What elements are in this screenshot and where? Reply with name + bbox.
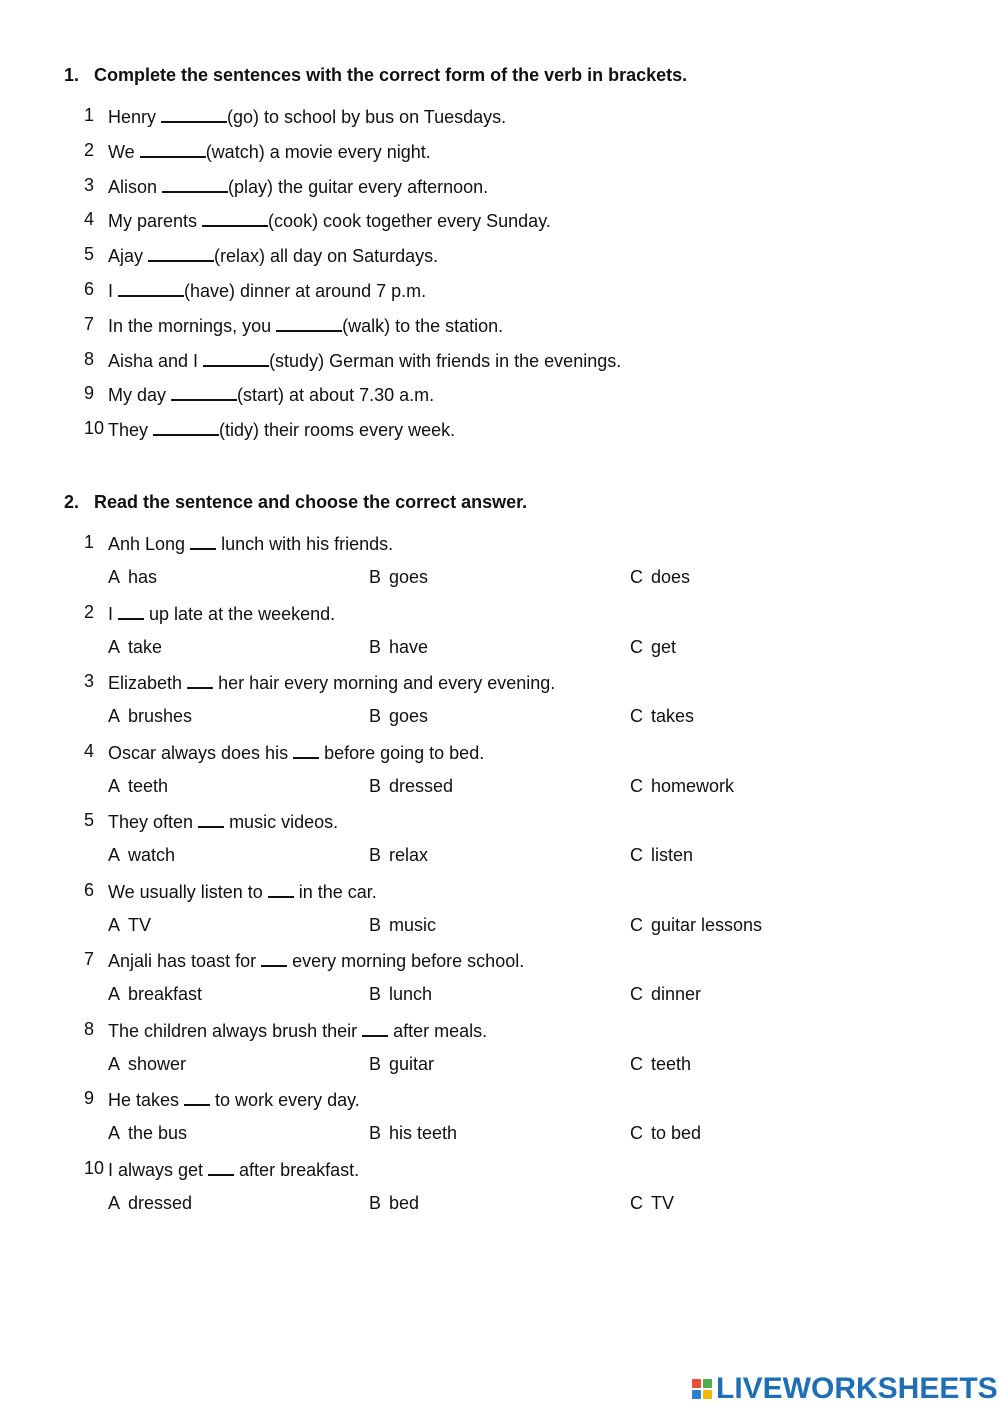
- option-letter: C: [630, 636, 643, 657]
- section-1-number: 1.: [64, 65, 80, 85]
- question-number: 8: [84, 1018, 95, 1039]
- option-text: relax: [389, 845, 429, 865]
- answer-option[interactable]: [630, 637, 676, 658]
- section-1-heading: Complete the sentences with the correct form of the verb in brackets.: [94, 65, 688, 85]
- answer-blank[interactable]: [153, 418, 219, 436]
- liveworksheets-logo-icon: [692, 1379, 712, 1399]
- answer-option[interactable]: [108, 984, 202, 1005]
- option-letter: C: [630, 984, 643, 1004]
- question-number: 3: [84, 671, 95, 691]
- answer-blank: [198, 810, 224, 828]
- option-letter: B: [369, 567, 382, 587]
- item-sentence: [108, 175, 488, 198]
- question-sentence: [108, 602, 335, 625]
- option-letter: C: [630, 567, 643, 587]
- answer-option[interactable]: [108, 1054, 186, 1075]
- answer-blank[interactable]: [276, 314, 342, 332]
- option-letter: C: [630, 706, 643, 726]
- liveworksheets-logo-text: LIVEWORKSHEETS: [716, 1372, 998, 1405]
- answer-blank: [187, 671, 213, 689]
- answer-blank: [184, 1088, 210, 1106]
- sentence-start: The children always brush their: [108, 1020, 363, 1041]
- option-letter: A: [108, 1053, 121, 1074]
- question-number: 6: [84, 879, 95, 900]
- question-number: 4: [84, 740, 95, 761]
- option-text: have: [389, 636, 429, 657]
- answer-option[interactable]: [108, 706, 192, 727]
- answer-blank: [208, 1158, 234, 1176]
- answer-blank: [362, 1019, 388, 1037]
- section-2-number: 2.: [64, 492, 80, 512]
- option-letter: C: [630, 1053, 643, 1074]
- sentence-end: (go) to school by bus on Tuesdays.: [227, 107, 507, 127]
- item-number: 8: [84, 348, 95, 369]
- item-sentence: [108, 105, 506, 128]
- option-letter: B: [369, 1053, 382, 1074]
- sentence-end: (start) at about 7.30 a.m.: [237, 385, 435, 406]
- answer-option[interactable]: [108, 776, 168, 797]
- sentence-end: after meals.: [388, 1020, 488, 1041]
- option-text: get: [651, 636, 677, 657]
- option-text: listen: [651, 845, 694, 865]
- answer-blank[interactable]: [162, 175, 228, 193]
- answer-blank[interactable]: [148, 244, 214, 262]
- question-number: 10: [84, 1157, 105, 1178]
- option-letter: B: [369, 914, 382, 935]
- option-letter: A: [108, 636, 121, 657]
- item-sentence: [108, 383, 434, 406]
- answer-option[interactable]: [630, 1123, 701, 1144]
- sentence-start: Alison: [108, 176, 163, 197]
- sentence-start: Aisha and I: [108, 350, 204, 371]
- item-number: 10: [84, 418, 105, 439]
- question-number: 1: [84, 532, 95, 552]
- answer-option[interactable]: [108, 845, 175, 866]
- question-sentence: [108, 741, 484, 764]
- option-letter: A: [108, 1192, 121, 1213]
- option-text: breakfast: [128, 984, 203, 1004]
- answer-option[interactable]: [630, 567, 690, 588]
- answer-option[interactable]: [108, 915, 151, 936]
- item-number: 2: [84, 139, 95, 160]
- option-text: his teeth: [389, 1123, 458, 1143]
- section-2-title: [64, 492, 527, 513]
- question-sentence: [108, 949, 524, 972]
- answer-option[interactable]: [369, 1193, 419, 1214]
- question-number: 2: [84, 601, 95, 622]
- option-text: TV: [128, 914, 152, 935]
- answer-blank: [261, 949, 287, 967]
- answer-option[interactable]: [369, 706, 428, 727]
- sentence-end: after breakfast.: [234, 1159, 360, 1180]
- sentence-start: My day: [108, 385, 172, 406]
- sentence-end: (relax) all day on Saturdays.: [214, 246, 439, 267]
- item-sentence: [108, 279, 426, 302]
- section-2-heading: Read the sentence and choose the correct answer.: [94, 492, 528, 512]
- logo-tile: [703, 1379, 712, 1388]
- option-text: music: [389, 914, 437, 935]
- answer-options: [0, 776, 999, 800]
- option-text: guitar: [389, 1053, 435, 1074]
- sentence-start: Oscar always does his: [108, 742, 294, 763]
- option-text: shower: [128, 1053, 187, 1074]
- option-letter: A: [108, 567, 121, 587]
- option-text: brushes: [128, 706, 193, 726]
- answer-option[interactable]: [108, 1193, 192, 1214]
- question-sentence: [108, 810, 338, 833]
- sentence-start: He takes: [108, 1090, 185, 1110]
- option-text: guitar lessons: [651, 914, 763, 935]
- question-sentence: [108, 532, 393, 555]
- answer-option[interactable]: [369, 984, 432, 1005]
- answer-options: [0, 567, 999, 591]
- answer-blank[interactable]: [140, 140, 206, 158]
- answer-option[interactable]: [369, 776, 453, 797]
- item-number: 7: [84, 313, 95, 334]
- answer-option[interactable]: [630, 706, 694, 727]
- item-sentence: [108, 349, 621, 372]
- option-letter: C: [630, 775, 643, 796]
- sentence-start: They: [108, 420, 154, 441]
- answer-option[interactable]: [369, 637, 428, 658]
- answer-option[interactable]: [630, 1054, 691, 1075]
- question-sentence: [108, 1158, 359, 1181]
- question-number: 9: [84, 1088, 95, 1108]
- answer-option[interactable]: [630, 915, 762, 936]
- sentence-end: to work every day.: [210, 1090, 360, 1110]
- option-letter: A: [108, 1123, 121, 1143]
- answer-blank[interactable]: [203, 349, 269, 367]
- option-text: to bed: [651, 1123, 702, 1143]
- option-text: dinner: [651, 984, 702, 1004]
- sentence-end: in the car.: [293, 881, 377, 902]
- item-number: 5: [84, 244, 95, 265]
- answer-options: [0, 637, 999, 661]
- answer-option[interactable]: [369, 915, 436, 936]
- item-number: 1: [84, 105, 95, 125]
- item-number: 3: [84, 174, 95, 195]
- option-text: does: [651, 567, 691, 587]
- answer-blank: [118, 602, 144, 620]
- option-letter: C: [630, 914, 643, 935]
- logo-tile: [692, 1379, 701, 1388]
- question-sentence: [108, 880, 377, 903]
- answer-options: [0, 706, 999, 730]
- answer-options: [0, 845, 999, 869]
- option-text: has: [128, 567, 158, 587]
- answer-options: [0, 1123, 999, 1147]
- answer-option[interactable]: [369, 567, 428, 588]
- sentence-end: (tidy) their rooms every week.: [219, 420, 456, 441]
- option-text: teeth: [651, 1053, 692, 1074]
- sentence-end: lunch with his friends.: [216, 534, 394, 554]
- option-letter: A: [108, 706, 121, 726]
- answer-option[interactable]: [369, 1054, 434, 1075]
- answer-blank[interactable]: [118, 279, 184, 297]
- item-number: 4: [84, 209, 95, 230]
- sentence-end: before going to bed.: [319, 742, 485, 763]
- question-sentence: [108, 1088, 360, 1111]
- option-text: dressed: [389, 775, 454, 796]
- sentence-end: every morning before school.: [287, 951, 525, 971]
- option-letter: B: [369, 706, 382, 726]
- option-letter: A: [108, 914, 121, 935]
- option-letter: B: [369, 775, 382, 796]
- option-text: TV: [651, 1192, 675, 1213]
- item-sentence: [108, 244, 438, 267]
- question-sentence: [108, 1019, 487, 1042]
- option-text: bed: [389, 1192, 420, 1213]
- sentence-end: her hair every morning and every evening.: [213, 673, 556, 693]
- question-number: 5: [84, 810, 95, 830]
- option-letter: B: [369, 636, 382, 657]
- option-letter: B: [369, 1192, 382, 1213]
- option-text: lunch: [389, 984, 433, 1004]
- option-text: take: [128, 636, 163, 657]
- sentence-start: We usually listen to: [108, 881, 268, 902]
- sentence-start: Elizabeth: [108, 673, 188, 693]
- sentence-start: We: [108, 141, 140, 162]
- answer-options: [0, 1193, 999, 1217]
- item-number: 9: [84, 383, 95, 404]
- answer-option[interactable]: [630, 1193, 674, 1214]
- answer-blank: [293, 741, 319, 759]
- option-text: goes: [389, 567, 429, 587]
- answer-option[interactable]: [369, 1123, 457, 1144]
- option-letter: B: [369, 845, 382, 865]
- option-text: homework: [651, 775, 735, 796]
- option-letter: A: [108, 845, 121, 865]
- sentence-end: (watch) a movie every night.: [205, 141, 431, 162]
- option-letter: A: [108, 984, 121, 1004]
- sentence-end: (walk) to the station.: [342, 315, 504, 336]
- sentence-start: My parents: [108, 211, 203, 232]
- answer-option[interactable]: [108, 567, 157, 588]
- answer-options: [0, 1054, 999, 1078]
- sentence-start: Ajay: [108, 246, 149, 267]
- sentence-start: I: [108, 281, 119, 301]
- liveworksheets-logo: [692, 1372, 998, 1406]
- item-sentence: [108, 209, 551, 232]
- sentence-start: Anh Long: [108, 534, 191, 554]
- sentence-start: I: [108, 603, 119, 624]
- sentence-start: In the mornings, you: [108, 315, 277, 336]
- sentence-end: (have) dinner at around 7 p.m.: [184, 281, 427, 301]
- option-text: dressed: [128, 1192, 193, 1213]
- option-letter: A: [108, 775, 121, 796]
- section-1-title: [64, 65, 687, 86]
- sentence-end: music videos.: [224, 812, 339, 832]
- sentence-end: (study) German with friends in the evenings.: [269, 350, 622, 371]
- answer-blank: [190, 532, 216, 550]
- sentence-start: Anjali has toast for: [108, 951, 262, 971]
- option-text: the bus: [128, 1123, 188, 1143]
- answer-option[interactable]: [630, 984, 701, 1005]
- answer-blank: [268, 880, 294, 898]
- logo-tile: [703, 1390, 712, 1399]
- logo-tile: [692, 1390, 701, 1399]
- option-text: teeth: [128, 775, 169, 796]
- option-letter: C: [630, 1192, 643, 1213]
- answer-blank[interactable]: [171, 383, 237, 401]
- option-text: takes: [651, 706, 695, 726]
- item-sentence: [108, 140, 431, 163]
- sentence-end: (play) the guitar every afternoon.: [228, 176, 489, 197]
- answer-blank[interactable]: [202, 209, 268, 227]
- item-sentence: [108, 418, 455, 441]
- answer-option[interactable]: [108, 637, 162, 658]
- answer-option[interactable]: [369, 845, 428, 866]
- sentence-end: (cook) cook together every Sunday.: [268, 211, 551, 232]
- answer-option[interactable]: [630, 776, 734, 797]
- sentence-start: They often: [108, 812, 199, 832]
- answer-blank[interactable]: [161, 105, 227, 123]
- option-letter: C: [630, 1123, 643, 1143]
- item-number: 6: [84, 279, 95, 299]
- sentence-start: Henry: [108, 107, 162, 127]
- option-letter: B: [369, 1123, 382, 1143]
- option-text: watch: [128, 845, 176, 865]
- sentence-end: up late at the weekend.: [144, 603, 336, 624]
- item-sentence: [108, 314, 503, 337]
- question-sentence: [108, 671, 555, 694]
- sentence-start: I always get: [108, 1159, 209, 1180]
- answer-option[interactable]: [630, 845, 693, 866]
- answer-options: [0, 915, 999, 939]
- answer-options: [0, 984, 999, 1008]
- option-text: goes: [389, 706, 429, 726]
- option-letter: B: [369, 984, 382, 1004]
- question-number: 7: [84, 949, 95, 969]
- option-letter: C: [630, 845, 643, 865]
- answer-option[interactable]: [108, 1123, 187, 1144]
